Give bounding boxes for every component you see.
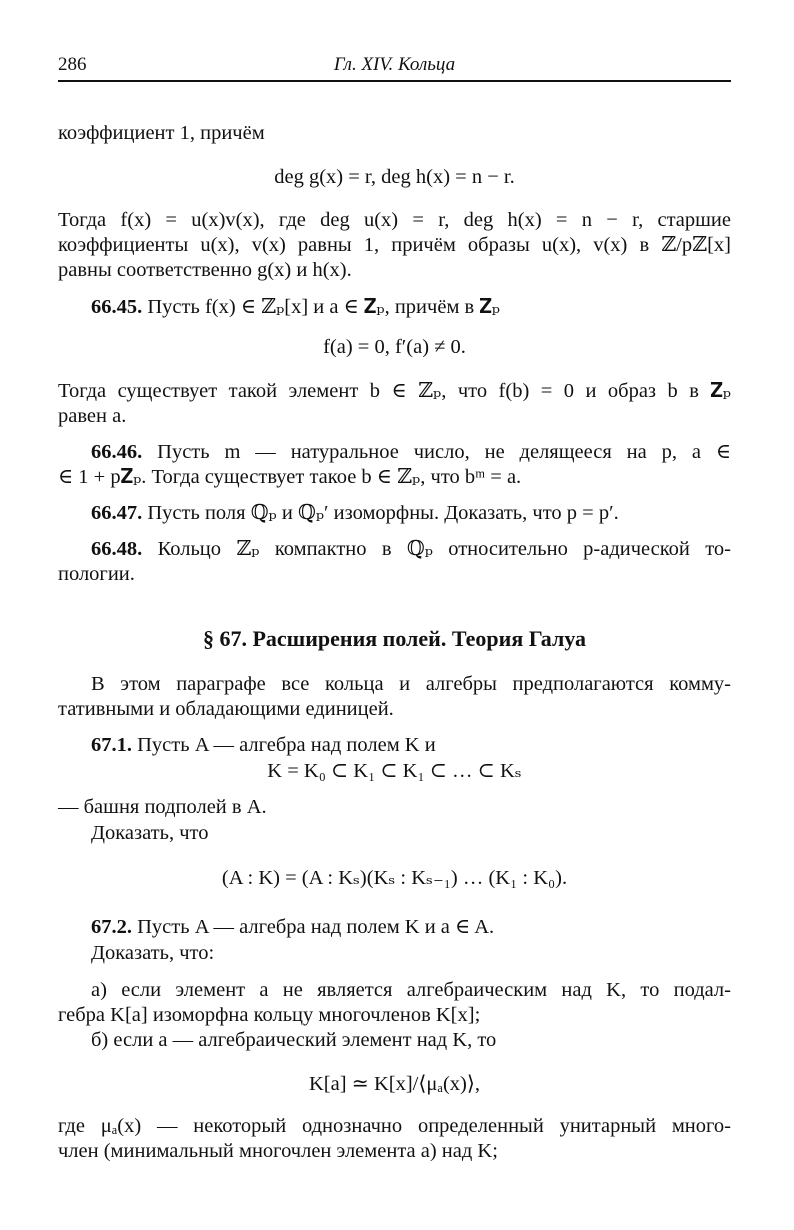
text-line: б) если a — алгебраический элемент над K, то bbox=[91, 1029, 497, 1051]
text-line: коэффициенты u(x), v(x) равны 1, причём образы u(x), v(x) в ℤ/pℤ[x] bbox=[58, 234, 731, 256]
text-line: Тогда существует такой элемент b ∈ ℤₚ, что f(b) = 0 и образ b в 𝐙ₚ bbox=[58, 380, 731, 402]
text-line: — башня подполей в A. bbox=[58, 796, 267, 818]
text-line: член (минимальный многочлен элемента a) над K; bbox=[58, 1140, 498, 1162]
text-line: Доказать, что bbox=[91, 822, 209, 844]
formula: f(a) = 0, f′(a) ≠ 0. bbox=[323, 336, 466, 358]
formula: K[a] ≃ K[x]/⟨μₐ(x)⟩, bbox=[308, 1073, 480, 1095]
formula: deg g(x) = r, deg h(x) = n − r. bbox=[274, 166, 515, 188]
problem-text: Пусть f(x) ∈ ℤₚ[x] и a ∈ 𝐙ₚ, причём в 𝐙ₚ bbox=[147, 296, 501, 318]
problem-text: Кольцо ℤₚ компактно в ℚₚ относительно p-адической то- bbox=[157, 538, 731, 560]
header-rule bbox=[58, 80, 731, 82]
problem-67-1 bbox=[91, 732, 731, 758]
problem-text: Пусть A — алгебра над полем K и bbox=[137, 734, 436, 756]
text-line: Доказать, что: bbox=[91, 942, 215, 964]
running-title: Гл. XIV. Кольца bbox=[333, 54, 456, 75]
problem-66-47 bbox=[91, 500, 731, 526]
text-line: гебра K[a] изоморфна кольцу многочленов K[x]; bbox=[58, 1004, 481, 1026]
problem-text: Пусть m — натуральное число, не делящееся на p, a ∈ bbox=[157, 441, 732, 463]
text-line: пологии. bbox=[58, 563, 135, 585]
problem-66-46 bbox=[91, 439, 731, 465]
problem-66-45 bbox=[91, 294, 731, 320]
text-line: коэффициент 1, причём bbox=[58, 122, 265, 144]
problem-number: 66.47. bbox=[91, 502, 143, 524]
problem-67-2 bbox=[91, 914, 731, 940]
problem-number: 66.46. bbox=[91, 441, 143, 463]
problem-number: 67.2. bbox=[91, 916, 132, 938]
text-line: где μₐ(x) — некоторый однозначно определенный унитарный много- bbox=[58, 1115, 731, 1137]
problem-number: 67.1. bbox=[91, 734, 132, 756]
problem-number: 66.48. bbox=[91, 538, 143, 560]
problem-text: Пусть A — алгебра над полем K и a ∈ A. bbox=[137, 916, 495, 938]
text-line: В этом параграфе все кольца и алгебры предполагаются комму- bbox=[91, 673, 731, 695]
formula: K = K₀ ⊂ K₁ ⊂ K₁ ⊂ … ⊂ Kₛ bbox=[267, 760, 522, 782]
text-line: равны соответственно g(x) и h(x). bbox=[58, 259, 352, 281]
page-number: 286 bbox=[58, 54, 87, 75]
section-heading: § 67. Расширения полей. Теория Галуа bbox=[202, 626, 587, 651]
text-line: равен a. bbox=[58, 405, 127, 427]
text-line: Тогда f(x) = u(x)v(x), где deg u(x) = r, deg h(x) = n − r, старшие bbox=[58, 209, 731, 231]
text-line: а) если элемент a не является алгебраическим над K, то подал- bbox=[91, 979, 731, 1001]
problem-66-48 bbox=[91, 536, 731, 562]
text-line: тативными и обладающими единицей. bbox=[58, 698, 394, 720]
text-line: ∈ 1 + p𝐙ₚ. Тогда существует такое b ∈ ℤₚ, что bᵐ = a. bbox=[58, 466, 522, 488]
problem-text: Пусть поля ℚₚ и ℚₚ′ изоморфны. Доказать, что p = p′. bbox=[147, 502, 619, 524]
formula: (A : K) = (A : Kₛ)(Kₛ : Kₛ₋₁) … (K₁ : K₀). bbox=[221, 867, 568, 889]
problem-number: 66.45. bbox=[91, 296, 143, 318]
